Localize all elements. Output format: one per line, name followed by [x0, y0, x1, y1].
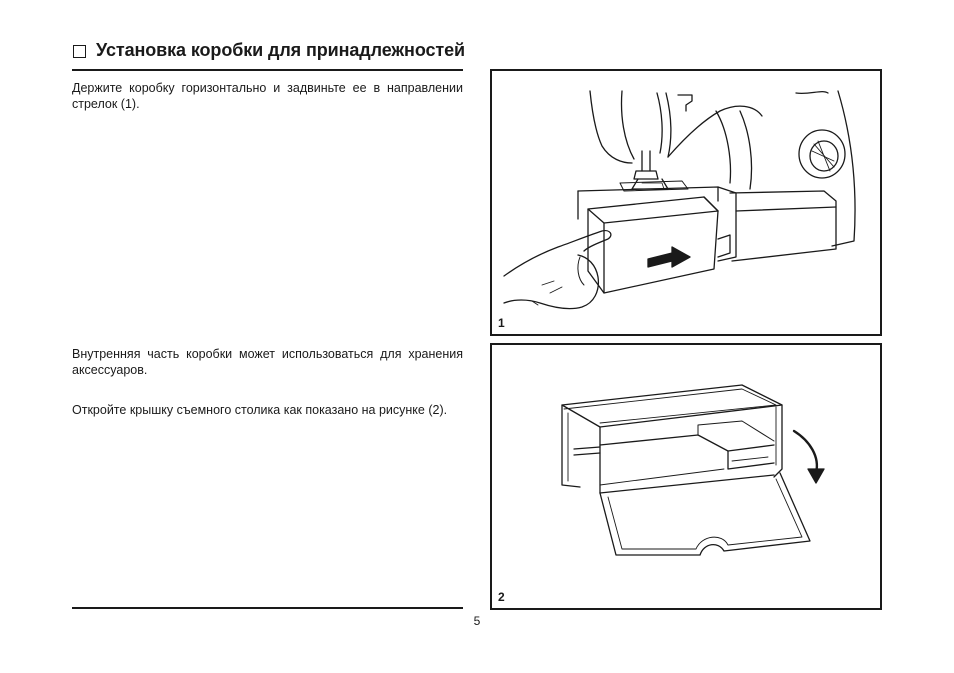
figure-2-label: 2	[498, 590, 505, 604]
sewing-machine-illustration	[492, 71, 880, 334]
footer-divider	[72, 607, 463, 609]
section-title: Установка коробки для принадлежностей	[96, 40, 465, 60]
instruction-paragraph-2: Внутренняя часть коробки может использоваться для хранения аксессуаров.	[72, 347, 463, 377]
figure-2	[490, 343, 882, 610]
page-number: 5	[473, 614, 481, 628]
figure-1-label: 1	[498, 316, 505, 330]
title-divider	[72, 69, 463, 71]
instruction-paragraph-3: Откройте крышку съемного столика как показано на рисунке (2).	[72, 403, 448, 417]
section-checkbox-icon	[73, 45, 86, 58]
figure-1	[490, 69, 882, 336]
instruction-paragraph-1: Держите коробку горизонтально и задвиньте ее в направлении стрелок (1).	[72, 81, 463, 111]
accessory-box-illustration	[492, 345, 880, 608]
